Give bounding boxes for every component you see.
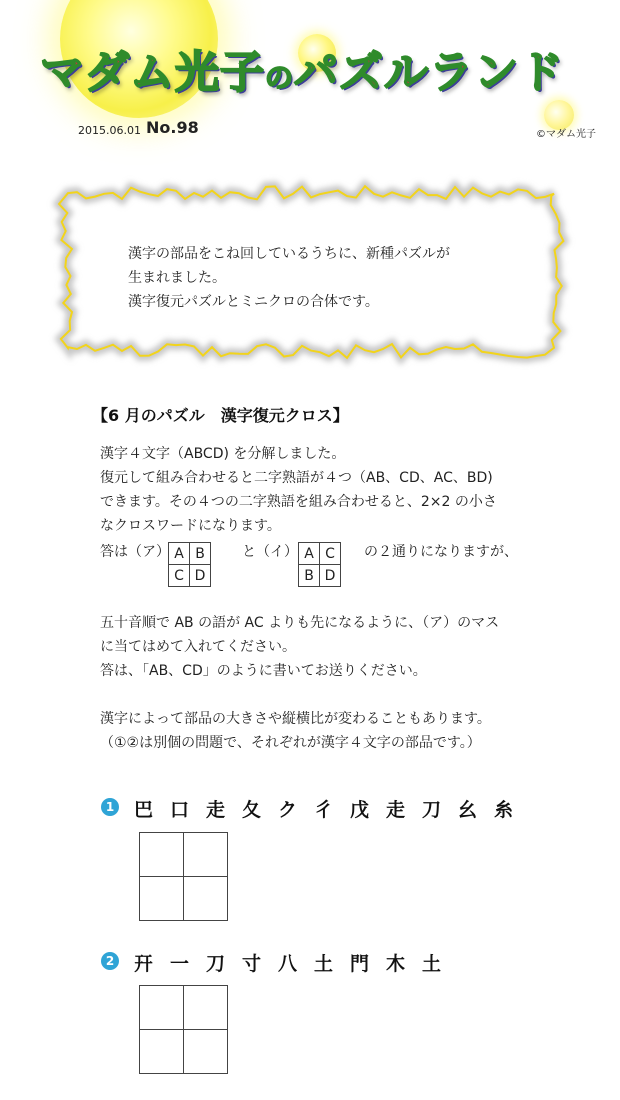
- answer-cell[interactable]: [140, 877, 184, 921]
- grid-b-cell: D: [320, 565, 341, 587]
- note-line-2: （①②は別個の問題で、それぞれが漢字４文字の部品です。）: [100, 735, 481, 751]
- question-1-badge: 1: [101, 798, 119, 816]
- rules-line-3: できます。その４つの二字熟語を組み合わせると、2×2 の小さ: [100, 494, 497, 510]
- section-title: 【6 月のパズル 漢字復元クロス】: [92, 406, 349, 425]
- rules-line-2: 復元して組み合わせると二字熟語が４つ（AB、CD、AC、BD): [100, 470, 493, 486]
- question-2-badge: 2: [101, 952, 119, 970]
- answer-cell[interactable]: [184, 833, 228, 877]
- instructions-line-3: 答は、「AB、CD」のように書いてお送りください。: [100, 663, 427, 679]
- instructions-line-2: に当てはめて入れてください。: [100, 639, 296, 655]
- issue-number: No.98: [146, 118, 199, 137]
- grid-a-cell: B: [190, 543, 211, 565]
- intro-line-3: 漢字復元パズルとミニクロの合体です。: [128, 294, 379, 310]
- answer-cell[interactable]: [184, 1030, 228, 1074]
- question-1-answer-grid[interactable]: [139, 832, 228, 921]
- instructions-text: [100, 611, 499, 755]
- logo-main: マダム光子: [40, 47, 265, 98]
- grid-b-cell: C: [320, 543, 341, 565]
- rules-text: [100, 442, 497, 538]
- question-2-parts: 幵一刀寸八土門木土: [134, 953, 459, 975]
- grid-a-cell: A: [169, 543, 190, 565]
- answer-prefix: 答は（ア）: [100, 544, 170, 560]
- example-grid-b: [298, 542, 341, 587]
- grid-a-cell: C: [169, 565, 190, 587]
- intro-line-1: 漢字の部品をこね回しているうちに、新種パズルが: [128, 246, 450, 262]
- spacer: [100, 683, 499, 707]
- answer-cell[interactable]: [140, 1030, 184, 1074]
- instructions-line-1: 五十音順で AB の語が AC よりも先になるように、（ア）のマス: [100, 615, 500, 631]
- intro-text: [128, 242, 450, 314]
- note-line-1: 漢字によって部品の大きさや縦横比が変わることもあります。: [100, 711, 491, 727]
- intro-line-2: 生まれました。: [128, 270, 226, 286]
- answer-cell[interactable]: [140, 986, 184, 1030]
- site-logo: [40, 36, 600, 96]
- grid-b-cell: B: [299, 565, 320, 587]
- question-1-parts: 巴口走夂ク彳戊走刀幺糸: [134, 799, 531, 821]
- grid-a-cell: D: [190, 565, 211, 587]
- answer-cell[interactable]: [184, 986, 228, 1030]
- copyright: ©マダム光子: [536, 129, 596, 140]
- answer-cell[interactable]: [140, 833, 184, 877]
- answer-cell[interactable]: [184, 877, 228, 921]
- logo-tail: パズルランド: [294, 47, 565, 98]
- rules-line-1: 漢字４文字（ABCD) を分解しました。: [100, 446, 346, 462]
- answer-suffix: の２通りになりますが、: [364, 544, 518, 560]
- logo-no: の: [265, 61, 295, 94]
- rules-line-4: なクロスワードになります。: [100, 518, 281, 534]
- and-label: と（イ）: [242, 544, 298, 560]
- question-2-answer-grid[interactable]: [139, 985, 228, 1074]
- example-grid-a: [168, 542, 211, 587]
- issue-date: 2015.06.01: [78, 124, 141, 137]
- grid-b-cell: A: [299, 543, 320, 565]
